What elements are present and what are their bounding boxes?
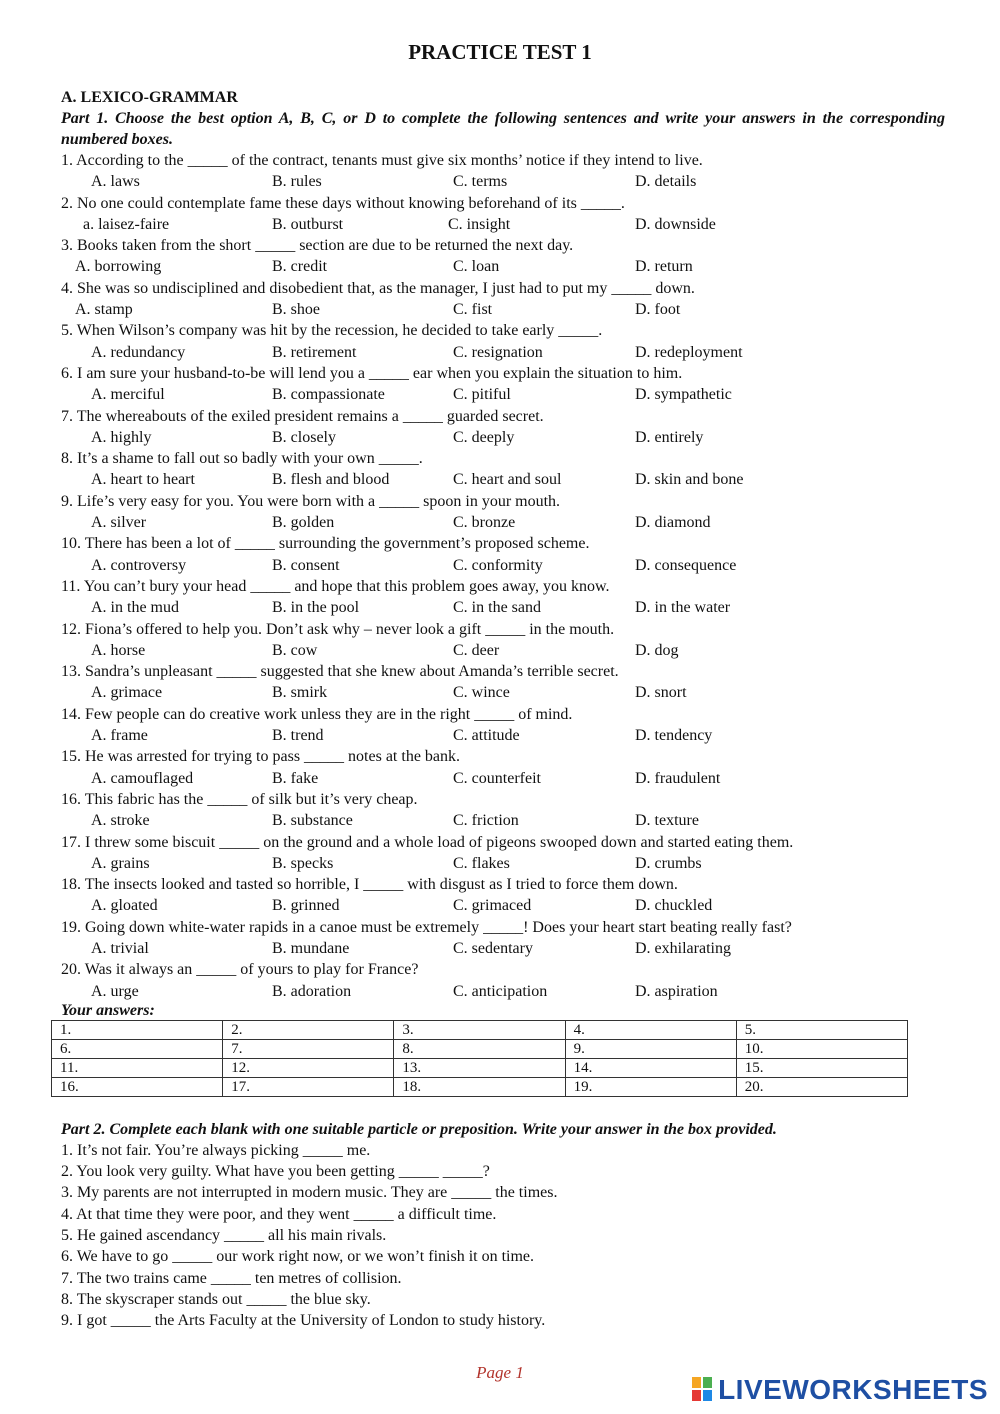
spacer	[61, 1097, 945, 1119]
part2-question: 6. We have to go _____ our work right now, or we won’t finish it on time.	[61, 1248, 535, 1266]
answer-cell[interactable]: 11.	[52, 1058, 223, 1077]
part2-question: 4. At that time they were poor, and they went _____ a difficult time.	[61, 1205, 497, 1223]
options	[61, 342, 945, 363]
question-text: 20. Was it always an _____ of yours to play for France?	[61, 961, 419, 979]
question-text: 13. Sandra’s unpleasant _____ suggested that she knew about Amanda’s terrible secret.	[61, 663, 619, 681]
options	[61, 469, 945, 490]
option-d[interactable]: D. fraudulent	[635, 769, 721, 787]
option-c[interactable]: C. in the sand	[453, 599, 541, 617]
option-d[interactable]: D. in the water	[635, 599, 731, 617]
liveworksheets-brand[interactable]	[692, 1374, 988, 1406]
option-d[interactable]: D. sympathetic	[635, 386, 732, 404]
answer-cell[interactable]: 14.	[565, 1058, 736, 1077]
question-9	[61, 491, 945, 534]
question-text: 16. This fabric has the _____ of silk but it’s very cheap.	[61, 790, 418, 808]
question-6	[61, 363, 945, 406]
option-a[interactable]: A. laws	[91, 173, 140, 191]
option-b[interactable]: B. smirk	[272, 684, 328, 702]
options	[61, 384, 945, 405]
part2-questions	[61, 1140, 945, 1332]
option-b[interactable]: B. golden	[272, 514, 335, 532]
section-heading: A. LEXICO-GRAMMAR	[61, 89, 238, 106]
option-b[interactable]: B. retirement	[272, 343, 357, 361]
question-text: 11. You can’t bury your head _____ and hope that this problem goes away, you know.	[61, 577, 610, 595]
option-a[interactable]: A. grimace	[91, 684, 163, 702]
options	[61, 938, 945, 959]
option-a[interactable]: A. in the mud	[91, 599, 179, 617]
answer-cell[interactable]: 20.	[736, 1077, 907, 1096]
question-text: 4. She was so undisciplined and disobedient that, as the manager, I just had to put my _____ down.	[61, 279, 695, 297]
option-c[interactable]: C. bronze	[453, 514, 516, 532]
option-d[interactable]: D. exhilarating	[635, 939, 731, 957]
question-7	[61, 406, 945, 449]
question-18	[61, 874, 945, 917]
question-13	[61, 661, 945, 704]
option-b[interactable]: B. substance	[272, 812, 353, 830]
option-a[interactable]: A. frame	[91, 727, 148, 745]
option-a[interactable]: A. redundancy	[91, 343, 186, 361]
option-b[interactable]: B. cow	[272, 641, 318, 659]
answer-cell[interactable]: 15.	[736, 1058, 907, 1077]
option-d[interactable]: D. foot	[635, 301, 681, 319]
options	[61, 299, 945, 320]
part1-instruction: Part 1. Choose the best option A, B, C, or D to complete the following sentences and write your answers in the corresponding numbered boxes.	[61, 110, 945, 148]
question-16	[61, 789, 945, 832]
option-c[interactable]: C. anticipation	[453, 982, 548, 1000]
content	[61, 87, 945, 1332]
part2-question: 2. You look very guilty. What have you been getting _____ _____?	[61, 1163, 490, 1181]
option-d[interactable]: D. tendency	[635, 727, 713, 745]
option-d[interactable]: D. consequence	[635, 556, 737, 574]
option-c[interactable]: C. grimaced	[453, 897, 532, 915]
question-text: 9. Life’s very easy for you. You were born with a _____ spoon in your mouth.	[61, 492, 561, 510]
option-b[interactable]: B. adoration	[272, 982, 352, 1000]
answer-cell[interactable]: 6.	[52, 1039, 223, 1058]
brand-name: LIVEWORKSHEETS	[718, 1374, 988, 1405]
option-c[interactable]: C. deeply	[453, 428, 515, 446]
option-a[interactable]: A. grains	[91, 854, 150, 872]
answer-cell[interactable]: 19.	[565, 1077, 736, 1096]
question-text: 12. Fiona’s offered to help you. Don’t ask why – never look a gift _____ in the mouth.	[61, 620, 615, 638]
options	[61, 512, 945, 533]
options	[61, 171, 945, 192]
question-1	[61, 150, 945, 193]
question-14	[61, 704, 945, 747]
part2-question: 1. It’s not fair. You’re always picking _____ me.	[61, 1141, 371, 1159]
answer-cell[interactable]: 2.	[223, 1020, 394, 1039]
option-a[interactable]: A. silver	[91, 514, 147, 532]
option-b[interactable]: B. consent	[272, 556, 340, 574]
option-a[interactable]: A. borrowing	[75, 258, 162, 276]
option-c[interactable]: C. conformity	[453, 556, 543, 574]
option-d[interactable]: D. snort	[635, 684, 687, 702]
options	[61, 256, 945, 277]
question-4	[61, 278, 945, 321]
answer-cell[interactable]: 5.	[736, 1020, 907, 1039]
option-b[interactable]: B. grinned	[272, 897, 340, 915]
options	[61, 597, 945, 618]
options	[61, 725, 945, 746]
answer-cell[interactable]: 13.	[394, 1058, 565, 1077]
option-b[interactable]: B. closely	[272, 428, 336, 446]
part2-instruction: Part 2. Complete each blank with one suitable particle or preposition. Write your answer in the box provided.	[61, 1120, 777, 1138]
option-d[interactable]: D. diamond	[635, 514, 711, 532]
option-a[interactable]: A. gloated	[91, 897, 158, 915]
option-c[interactable]: C. deer	[453, 641, 500, 659]
option-d[interactable]: D. downside	[635, 215, 716, 233]
options	[61, 427, 945, 448]
option-c[interactable]: C. resignation	[453, 343, 543, 361]
option-d[interactable]: D. crumbs	[635, 854, 702, 872]
option-a[interactable]: A. heart to heart	[91, 471, 195, 489]
option-c[interactable]: C. terms	[453, 173, 508, 191]
option-c[interactable]: C. attitude	[453, 727, 520, 745]
option-d[interactable]: D. dog	[635, 641, 679, 659]
option-c[interactable]: C. friction	[453, 812, 519, 830]
question-text: 6. I am sure your husband-to-be will lend you a _____ ear when you explain the situation to him.	[61, 364, 683, 382]
liveworksheets-logo-icon	[692, 1377, 714, 1403]
part1-questions	[61, 150, 945, 1002]
question-text: 14. Few people can do creative work unless they are in the right _____ of mind.	[61, 705, 573, 723]
question-text: 1. According to the _____ of the contract, tenants must give six months’ notice if they intend to live.	[61, 152, 703, 169]
question-5	[61, 320, 945, 363]
option-b[interactable]: B. specks	[272, 854, 334, 872]
question-10	[61, 533, 945, 576]
option-b[interactable]: B. compassionate	[272, 386, 385, 404]
options	[61, 810, 945, 831]
option-a[interactable]: A. highly	[91, 428, 152, 446]
question-text: 3. Books taken from the short _____ section are due to be returned the next day.	[61, 237, 574, 255]
option-b[interactable]: B. credit	[272, 258, 328, 276]
answer-cell[interactable]: 8.	[394, 1039, 565, 1058]
answer-cell[interactable]: 7.	[223, 1039, 394, 1058]
question-text: 15. He was arrested for trying to pass _____ notes at the bank.	[61, 748, 461, 766]
option-d[interactable]: D. details	[635, 173, 697, 191]
option-a[interactable]: A. horse	[91, 641, 146, 659]
page-number: Page 1	[476, 1363, 524, 1382]
answer-cell[interactable]: 12.	[223, 1058, 394, 1077]
question-text: 17. I threw some biscuit _____ on the ground and a whole load of pigeons swooped down and started eating them.	[61, 833, 794, 851]
answer-row	[52, 1039, 908, 1058]
answer-cell[interactable]: 4.	[565, 1020, 736, 1039]
option-b[interactable]: B. shoe	[272, 301, 320, 319]
question-8	[61, 448, 945, 491]
option-d[interactable]: D. entirely	[635, 428, 704, 446]
option-b[interactable]: B. in the pool	[272, 599, 360, 617]
option-c[interactable]: C. pitiful	[453, 386, 511, 404]
option-a[interactable]: A. controversy	[91, 556, 187, 574]
option-b[interactable]: B. mundane	[272, 939, 350, 957]
option-d[interactable]: D. skin and bone	[635, 471, 744, 489]
question-text: 18. The insects looked and tasted so horrible, I _____ with disgust as I tried to force them down.	[61, 876, 678, 894]
option-b[interactable]: B. flesh and blood	[272, 471, 390, 489]
answer-cell[interactable]: 10.	[736, 1039, 907, 1058]
options	[61, 214, 945, 235]
option-a[interactable]: A. stamp	[75, 301, 133, 319]
part2-question: 9. I got _____ the Arts Faculty at the University of London to study history.	[61, 1312, 546, 1330]
options	[61, 768, 945, 789]
question-text: 7. The whereabouts of the exiled president remains a _____ guarded secret.	[61, 407, 544, 425]
options	[61, 981, 945, 1002]
option-d[interactable]: D. redeployment	[635, 343, 743, 361]
question-15	[61, 746, 945, 789]
options	[61, 555, 945, 576]
question-text: 8. It’s a shame to fall out so badly with your own _____.	[61, 450, 423, 468]
question-12	[61, 619, 945, 662]
option-b[interactable]: B. trend	[272, 727, 324, 745]
question-11	[61, 576, 945, 619]
option-a[interactable]: A. urge	[91, 982, 139, 1000]
option-b[interactable]: B. outburst	[272, 215, 344, 233]
question-2	[61, 193, 945, 236]
option-c[interactable]: C. heart and soul	[453, 471, 562, 489]
option-a[interactable]: A. stroke	[91, 812, 150, 830]
answer-cell[interactable]: 9.	[565, 1039, 736, 1058]
question-text: 2. No one could contemplate fame these days without knowing beforehand of its _____.	[61, 194, 625, 212]
option-c[interactable]: C. loan	[453, 258, 500, 276]
part2-question: 7. The two trains came _____ ten metres of collision.	[61, 1269, 402, 1287]
option-c[interactable]: C. flakes	[453, 854, 510, 872]
option-c[interactable]: C. insight	[448, 215, 511, 233]
question-text: 19. Going down white-water rapids in a canoe must be extremely _____! Does your heart start beating really fast?	[61, 918, 792, 936]
option-c[interactable]: C. fist	[453, 301, 493, 319]
question-17	[61, 832, 945, 875]
option-a[interactable]: A. trivial	[91, 939, 149, 957]
options	[61, 895, 945, 916]
option-c[interactable]: C. counterfeit	[453, 769, 541, 787]
part2-question: 8. The skyscraper stands out _____ the blue sky.	[61, 1290, 371, 1308]
option-c[interactable]: C. sedentary	[453, 939, 533, 957]
options	[61, 853, 945, 874]
answer-row	[52, 1058, 908, 1077]
answer-row	[52, 1020, 908, 1039]
page-title: PRACTICE TEST 1	[408, 40, 592, 64]
option-d[interactable]: D. chuckled	[635, 897, 713, 915]
question-3	[61, 235, 945, 278]
option-a[interactable]: A. merciful	[91, 386, 165, 404]
question-19	[61, 917, 945, 960]
option-b[interactable]: B. rules	[272, 173, 322, 191]
answer-cell[interactable]: 3.	[394, 1020, 565, 1039]
option-a[interactable]: A. camouflaged	[91, 769, 194, 787]
answer-cell[interactable]: 17.	[223, 1077, 394, 1096]
answer-row	[52, 1077, 908, 1096]
answer-cell[interactable]: 1.	[52, 1020, 223, 1039]
part2-question: 3. My parents are not interrupted in modern music. They are _____ the times.	[61, 1184, 558, 1202]
answer-cell[interactable]: 18.	[394, 1077, 565, 1096]
question-text: 5. When Wilson’s company was hit by the recession, he decided to take early _____.	[61, 322, 603, 340]
option-d[interactable]: D. texture	[635, 812, 699, 830]
options	[61, 640, 945, 661]
option-d[interactable]: D. aspiration	[635, 982, 718, 1000]
answers-label: Your answers:	[61, 1001, 155, 1019]
options	[61, 682, 945, 703]
question-20	[61, 959, 945, 1002]
answer-table	[51, 1020, 908, 1097]
part2-question: 5. He gained ascendancy _____ all his main rivals.	[61, 1227, 387, 1245]
option-c[interactable]: C. wince	[453, 684, 510, 702]
answer-cell[interactable]: 16.	[52, 1077, 223, 1096]
option-d[interactable]: D. return	[635, 258, 693, 276]
option-b[interactable]: B. fake	[272, 769, 319, 787]
option-a[interactable]: a. laisez-faire	[83, 215, 170, 233]
question-text: 10. There has been a lot of _____ surrounding the government’s proposed scheme.	[61, 535, 590, 553]
